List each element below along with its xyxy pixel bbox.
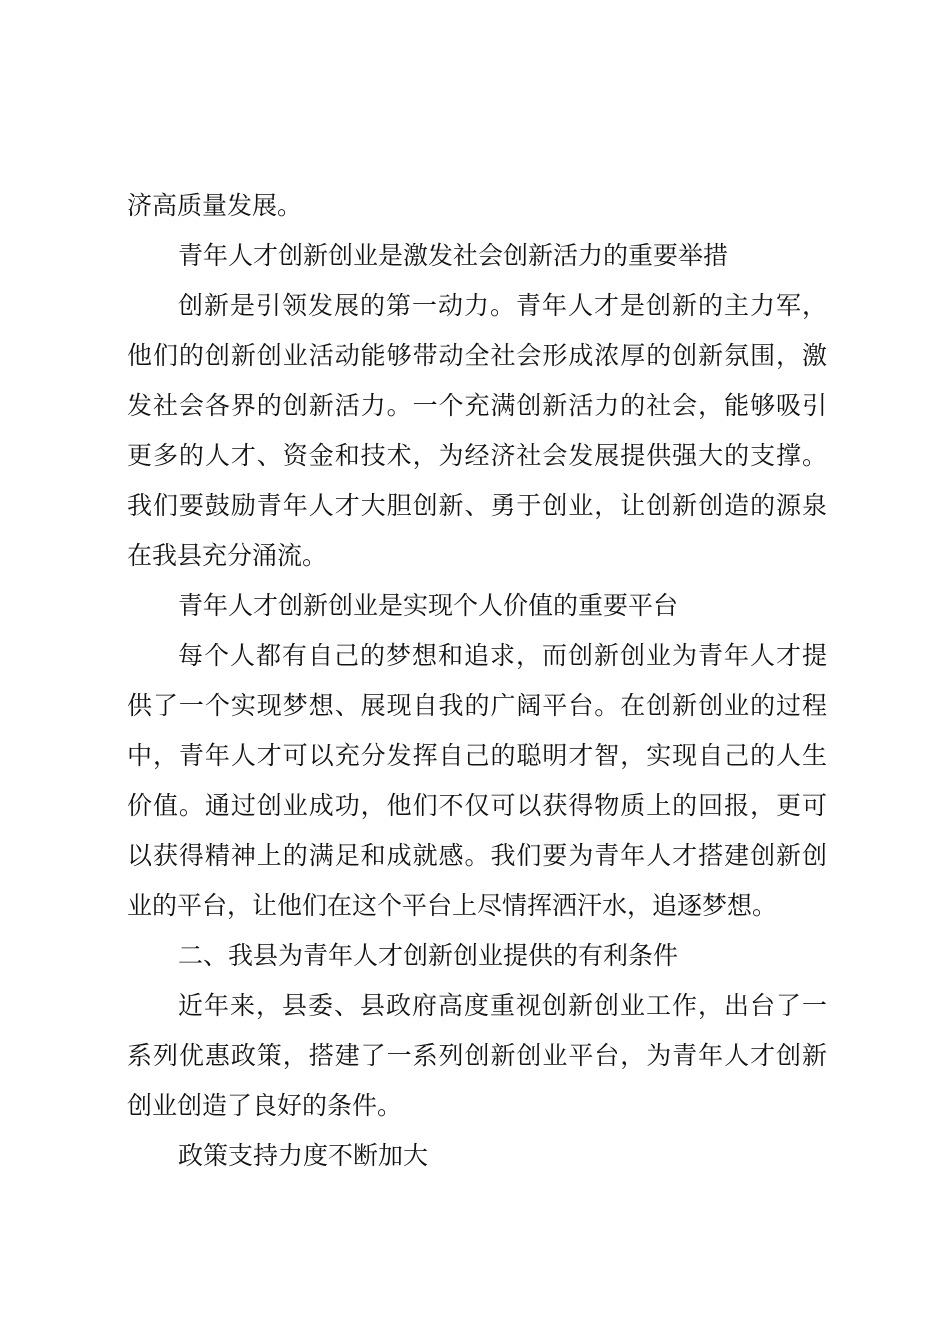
paragraph-line: 更多的人才、资金和技术，为经济社会发展提供强大的支撑。	[127, 441, 827, 470]
paragraph-line: 发社会各界的创新活力。一个充满创新活力的社会，能够吸引	[127, 391, 827, 420]
paragraph-line: 供了一个实现梦想、展现自我的广阔平台。在创新创业的过程	[127, 691, 827, 720]
paragraph-line: 在我县充分涌流。	[127, 541, 328, 570]
paragraph-line: 他们的创新创业活动能够带动全社会形成浓厚的创新氛围，激	[127, 341, 827, 370]
section-heading: 二、我县为青年人才创新创业提供的有利条件	[178, 941, 679, 970]
paragraph-continuation: 济高质量发展。	[127, 191, 303, 220]
paragraph-line: 以获得精神上的满足和成就感。我们要为青年人才搭建创新创	[127, 841, 827, 870]
section-heading: 青年人才创新创业是激发社会创新活力的重要举措	[178, 241, 729, 270]
paragraph-line: 近年来，县委、县政府高度重视创新创业工作，出台了一	[178, 991, 827, 1020]
paragraph-line: 创新是引领发展的第一动力。青年人才是创新的主力军，	[178, 291, 827, 320]
paragraph-line: 每个人都有自己的梦想和追求，而创新创业为青年人才提	[178, 641, 827, 670]
section-heading: 青年人才创新创业是实现个人价值的重要平台	[178, 591, 679, 620]
paragraph-line: 我们要鼓励青年人才大胆创新、勇于创业，让创新创造的源泉	[127, 491, 827, 520]
paragraph-line: 创业创造了良好的条件。	[127, 1091, 403, 1120]
paragraph-line: 系列优惠政策，搭建了一系列创新创业平台，为青年人才创新	[127, 1041, 827, 1070]
paragraph-line: 价值。通过创业成功，他们不仅可以获得物质上的回报，更可	[127, 791, 827, 820]
paragraph-line: 业的平台，让他们在这个平台上尽情挥洒汗水，追逐梦想。	[127, 891, 778, 920]
section-heading: 政策支持力度不断加大	[178, 1141, 429, 1170]
paragraph-line: 中，青年人才可以充分发挥自己的聪明才智，实现自己的人生	[127, 741, 827, 770]
